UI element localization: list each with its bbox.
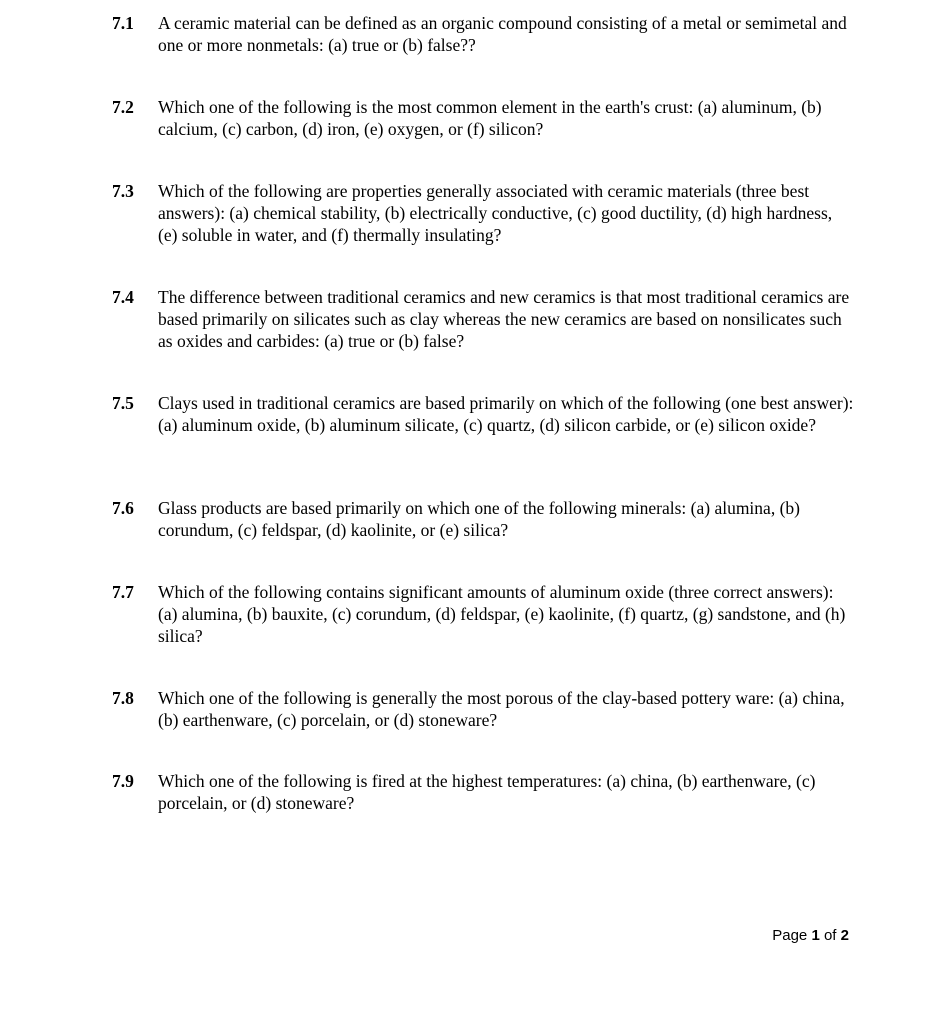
- question-text: A ceramic material can be defined as an organic compound consisting of a metal or semimetal and one or more nonmetals: (a) true or (b) false??: [158, 13, 847, 55]
- question-number: 7.7: [112, 582, 134, 602]
- of-label: of: [823, 927, 837, 944]
- question-number: 7.9: [112, 771, 134, 791]
- question-7-6: [112, 497, 854, 541]
- question-text: Which of the following contains significant amounts of aluminum oxide (three correct answers): (a) alumina, (b) bauxite, (c) corundum, (d) feldspar, (e) kaolinite, (f) quartz, (g) sandstone, and (h) silica?: [158, 582, 846, 646]
- question-7-3: [112, 180, 854, 246]
- question-7-8: [112, 687, 854, 731]
- question-number: 7.5: [112, 393, 134, 413]
- page-label: Page: [772, 927, 808, 944]
- question-7-2: [112, 96, 854, 140]
- question-text: Which one of the following is generally the most porous of the clay-based pottery ware: (a) china, (b) earthenware, (c) porcelain, or (d) stoneware?: [158, 688, 845, 730]
- question-number: 7.4: [112, 287, 134, 307]
- question-number: 7.2: [112, 97, 134, 117]
- question-7-7: [112, 581, 854, 647]
- question-text: The difference between traditional ceramics and new ceramics is that most traditional ceramics are based primarily on silicates such as clay whereas the new ceramics are based on nonsilicates such as oxides and carbides: (a) true or (b) false?: [158, 287, 850, 351]
- question-number: 7.8: [112, 688, 134, 708]
- question-number: 7.6: [112, 498, 134, 518]
- question-text: Glass products are based primarily on which one of the following minerals: (a) alumina, (b) corundum, (c) feldspar, (d) kaolinite, or (e) silica?: [158, 498, 800, 540]
- question-text: Which of the following are properties generally associated with ceramic materials (three best answers): (a) chemical stability, (b) electrically conductive, (c) good ductility, (d) high hardness, (e) soluble in water, and (f) thermally insulating?: [158, 181, 833, 245]
- question-text: Which one of the following is fired at the highest temperatures: (a) china, (b) earthenware, (c) porcelain, or (d) stoneware?: [158, 771, 816, 813]
- question-text: Clays used in traditional ceramics are based primarily on which of the following (one best answer): (a) aluminum oxide, (b) aluminum silicate, (c) quartz, (d) silicon carbide, or (e) silicon oxide?: [158, 393, 854, 435]
- page-footer: [772, 926, 849, 946]
- current-page-number: 1: [811, 927, 820, 944]
- question-number: 7.1: [112, 13, 134, 33]
- question-text: Which one of the following is the most common element in the earth's crust: (a) aluminum, (b) calcium, (c) carbon, (d) iron, (e) oxygen, or (f) silicon?: [158, 97, 822, 139]
- question-7-9: [112, 770, 854, 814]
- question-7-4: [112, 286, 854, 352]
- question-7-1: [112, 12, 854, 56]
- total-pages-number: 2: [840, 927, 849, 944]
- question-number: 7.3: [112, 181, 134, 201]
- question-7-5: [112, 392, 854, 436]
